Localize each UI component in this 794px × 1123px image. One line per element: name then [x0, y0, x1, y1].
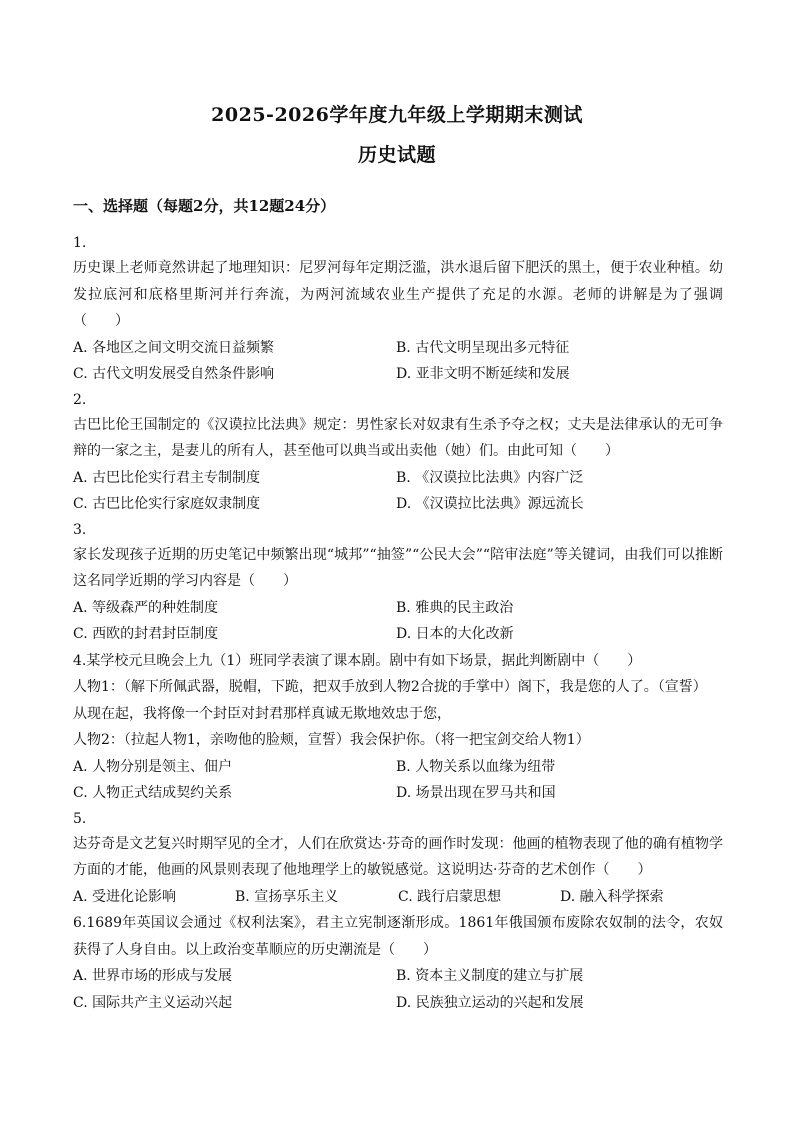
- option-d[interactable]: D. 民族独立运动的兴起和发展: [396, 994, 584, 1011]
- option-a[interactable]: A. 人物分别是领主、佃户: [73, 758, 233, 775]
- option-b[interactable]: B. 古代文明呈现出多元特征: [396, 339, 570, 356]
- question-stem: [73, 648, 723, 675]
- question-stem: 家长发现孩子近期的历史笔记中频繁出现“城邦”“抽签”“公民大会”“陪审法庭”等关键词，由我们可以推断这名同学近期的学习内容是（ ）: [73, 546, 723, 589]
- section-heading: 一、选择题（每题2分，共12题24分）: [73, 197, 336, 215]
- question-stem: 古巴比伦王国制定的《汉谟拉比法典》规定：男性家长对奴隶有生杀予夺之权；丈夫是法律承认的无可争辩的一家之主，是妻儿的所有人，甚至他可以典当或出卖他（她）们。由此可知（ ）: [73, 416, 723, 459]
- option-b[interactable]: B. 雅典的民主政治: [396, 599, 514, 616]
- question-5: [73, 807, 723, 911]
- option-c[interactable]: C. 西欧的封君封臣制度: [73, 626, 219, 642]
- question-4: [73, 648, 723, 807]
- option-b[interactable]: B. 资本主义制度的建立与扩展: [396, 968, 584, 984]
- option-a[interactable]: A. 世界市场的形成与发展: [73, 968, 233, 984]
- option-c[interactable]: C. 人物正式结成契约关系: [73, 785, 233, 801]
- dialogue-line: 人物1：（解下所佩武器，脱帽，下跪，把双手放到人物2合拢的手掌中）阁下，我是您的人了。（宣誓）: [73, 679, 707, 695]
- option-d[interactable]: D. 亚非文明不断延续和发展: [396, 366, 570, 382]
- question-2: [73, 388, 723, 518]
- question-1: [73, 231, 723, 388]
- option-grid: [73, 465, 723, 518]
- option-a[interactable]: A. 等级森严的种姓制度: [73, 599, 219, 616]
- option-c[interactable]: C. 践行启蒙思想: [398, 888, 502, 905]
- option-c[interactable]: C. 古巴比伦实行家庭奴隶制度: [73, 496, 261, 512]
- option-b[interactable]: B. 宣扬享乐主义: [235, 888, 339, 905]
- option-a[interactable]: A. 受进化论影响: [73, 888, 177, 905]
- option-grid: [73, 335, 723, 388]
- question-number: 5.: [73, 810, 87, 827]
- question-stem-text: 1689年英国议会通过《权利法案》，君主立宪制逐渐形成。1861年俄国颁布废除农奴制的法令，农奴获得了人身自由。以上政治变革顺应的历史潮流是（ ）: [73, 915, 723, 958]
- option-grid: [73, 754, 723, 807]
- option-a[interactable]: A. 古巴比伦实行君主专制制度: [73, 469, 261, 486]
- question-6: [73, 910, 723, 1016]
- option-grid: [73, 884, 723, 911]
- question-stem: 历史课上老师竟然讲起了地理知识：尼罗河每年定期泛滥，洪水退后留下肥沃的黑土，便于农业种植。幼发拉底河和底格里斯河并行奔流，为两河流域农业生产提供了充足的水源。老师的讲解是为了强调（ ）: [73, 260, 723, 329]
- question-number: 4.: [73, 652, 87, 669]
- option-grid: [73, 595, 723, 648]
- option-grid: [73, 963, 723, 1016]
- question-number: 6.: [73, 915, 87, 931]
- option-d[interactable]: D. 日本的大化改新: [396, 626, 514, 642]
- option-d[interactable]: D. 《汉谟拉比法典》源远流长: [396, 496, 584, 512]
- question-stem: [73, 910, 723, 963]
- option-b[interactable]: B. 人物关系以血缘为纽带: [396, 758, 556, 775]
- question-list: [73, 231, 723, 1016]
- question-stem: 达芬奇是文艺复兴时期罕见的全才，人们在欣赏达·芬奇的画作时发现：他画的植物表现了他的确有植物学方面的才能，他画的风景则表现了他地理学上的敏锐感觉。这说明达·芬奇的艺术创作（ ）: [73, 835, 723, 878]
- dialogue-line: 人物2：（拉起人物1，亲吻他的脸颊，宣誓）我会保护你。（将一把宝剑交给人物1）: [73, 732, 590, 748]
- option-a[interactable]: A. 各地区之间文明交流日益频繁: [73, 339, 275, 356]
- exam-subtitle: 历史试题: [357, 144, 436, 166]
- option-c[interactable]: C. 古代文明发展受自然条件影响: [73, 366, 275, 382]
- question-number: 2.: [73, 391, 87, 408]
- question-number: 1.: [73, 235, 87, 251]
- option-c[interactable]: C. 国际共产主义运动兴起: [73, 994, 233, 1011]
- question-number: 3.: [73, 521, 87, 538]
- question-stem-text: 某学校元旦晚会上九（1）班同学表演了课本剧。剧中有如下场景，据此判断剧中（ ）: [86, 652, 642, 669]
- option-d[interactable]: D. 融入科学探索: [560, 888, 664, 905]
- exam-title: 2025-2026学年度九年级上学期期末测试: [211, 104, 583, 126]
- question-3: [73, 518, 723, 648]
- option-d[interactable]: D. 场景出现在罗马共和国: [396, 785, 556, 801]
- dialogue-line: 从现在起，我将像一个封臣对封君那样真诚无欺地效忠于您，: [73, 705, 451, 722]
- option-b[interactable]: B. 《汉谟拉比法典》内容广泛: [396, 469, 584, 486]
